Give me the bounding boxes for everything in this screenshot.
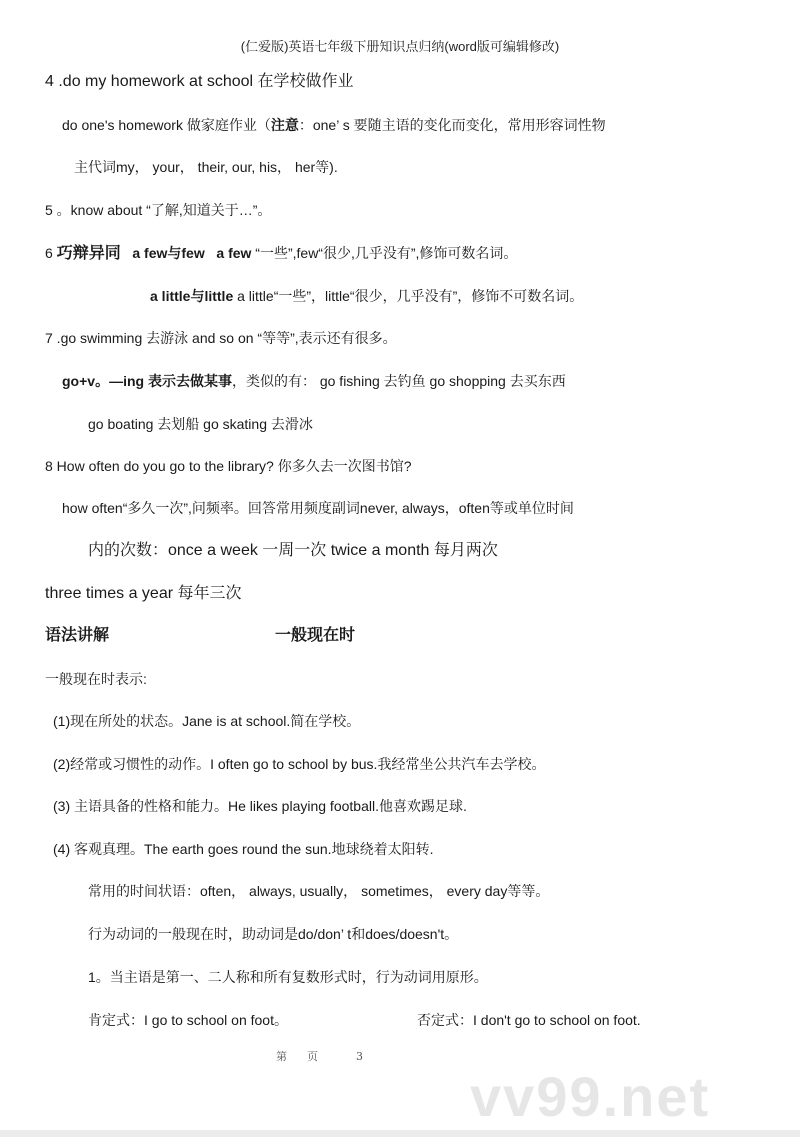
page-footer xyxy=(276,1050,383,1064)
text: 否定式：I don't go to school on foot. xyxy=(417,1012,641,1028)
text: go boating 去划船 go skating 去滑冰 xyxy=(88,416,313,432)
spacer xyxy=(121,245,133,261)
text: 5 。know about “了解,知道关于…”。 xyxy=(45,202,272,218)
note-label: 注意 xyxy=(270,117,299,133)
present-simple-intro xyxy=(45,669,147,689)
text: 4 .do my homework at school 在学校做作业 xyxy=(45,73,354,90)
text: 8 How often do you go to the library? 你多久去一次图书馆? xyxy=(45,458,412,474)
text: (2)经常或习惯性的动作。I often go to school by bus.我经常坐公共汽车去学校。 xyxy=(53,756,546,772)
text: 常用的时间状语：often， always, usually， sometimes， every day等等。 xyxy=(88,883,550,899)
item-7-go-ving xyxy=(62,371,566,391)
text: a few xyxy=(216,245,252,261)
footer-label: 第 xyxy=(276,1050,287,1063)
text: (4) 客观真理。The earth goes round the sun.地球绕着太阳转. xyxy=(53,841,434,857)
text: a little与little xyxy=(150,288,234,304)
text: 肯定式：I go to school on foot。 xyxy=(88,1012,288,1028)
page-number: 3 xyxy=(356,1050,363,1063)
usage-3 xyxy=(53,796,467,816)
item-7-examples xyxy=(88,414,313,434)
section-heading-grammar xyxy=(45,626,109,646)
item-6-little xyxy=(150,286,583,306)
page-bottom-edge xyxy=(0,1130,800,1137)
text: (1)现在所处的状态。Jane is at school.简在学校。 xyxy=(53,713,361,729)
text: 内的次数：once a week 一周一次 twice a month 每月两次 xyxy=(88,542,498,559)
item-4 xyxy=(45,72,354,92)
item-4-note-cont xyxy=(74,157,338,177)
item-6 xyxy=(45,243,517,264)
item-4-note xyxy=(62,115,606,135)
affirmative-form xyxy=(88,1010,288,1030)
text: how often“多久一次”,问频率。回答常用频度副词never, always，often等或单位时间 xyxy=(62,500,574,516)
text: 6 xyxy=(45,245,57,261)
text: 一般现在时表示: xyxy=(45,671,147,687)
usage-1 xyxy=(53,711,360,731)
footer-label: 页 xyxy=(307,1050,318,1063)
heading: 巧辩异同 xyxy=(56,245,121,262)
text: 主代词my， your， their, our, his， her等). xyxy=(74,159,338,175)
usage-4 xyxy=(53,839,433,859)
text: a few与few xyxy=(132,245,205,261)
item-8-explain-cont xyxy=(88,541,498,561)
section-heading-present-simple xyxy=(275,626,355,646)
usage-2 xyxy=(53,754,545,774)
item-8 xyxy=(45,456,411,476)
heading: 语法讲解 xyxy=(45,627,110,644)
text: 行为动词的一般现在时，助动词是do/don’ t和does/doesn't。 xyxy=(88,926,459,942)
heading: 一般现在时 xyxy=(275,627,356,644)
negative-form xyxy=(417,1010,641,1030)
auxiliary-verbs xyxy=(88,924,458,944)
text: 7 .go swimming 去游泳 and so on “等等”,表示还有很多。 xyxy=(45,330,397,346)
document-header: (仁爱版)英语七年级下册知识点归纳(word版可编辑修改) xyxy=(240,39,560,54)
spacer xyxy=(205,245,217,261)
text: a little“一些”，little“很少，几乎没有”，修饰不可数名词。 xyxy=(233,288,584,304)
item-8-three-times xyxy=(45,584,242,604)
text: go+v。—ing 表示去做某事 xyxy=(62,373,232,389)
item-7 xyxy=(45,328,397,348)
text: do one's homework 做家庭作业（ xyxy=(62,117,271,133)
text: 1。当主语是第一、二人称和所有复数形式时，行为动词用原形。 xyxy=(88,969,488,985)
watermark: vv99.net xyxy=(470,1065,711,1128)
text: ：one’ s 要随主语的变化而变化，常用形容词性物 xyxy=(298,117,606,133)
text: three times a year 每年三次 xyxy=(45,585,242,602)
text: (3) 主语具备的性格和能力。He likes playing football.他喜欢踢足球. xyxy=(53,798,467,814)
time-adverbials xyxy=(88,881,549,901)
text: “一些”,few“很少,几乎没有”,修饰可数名词。 xyxy=(251,245,518,261)
text: ，类似的有： go fishing 去钓鱼 go shopping 去买东西 xyxy=(231,373,566,389)
rule-1 xyxy=(88,967,488,987)
item-8-explain xyxy=(62,498,574,518)
item-5 xyxy=(45,200,271,220)
